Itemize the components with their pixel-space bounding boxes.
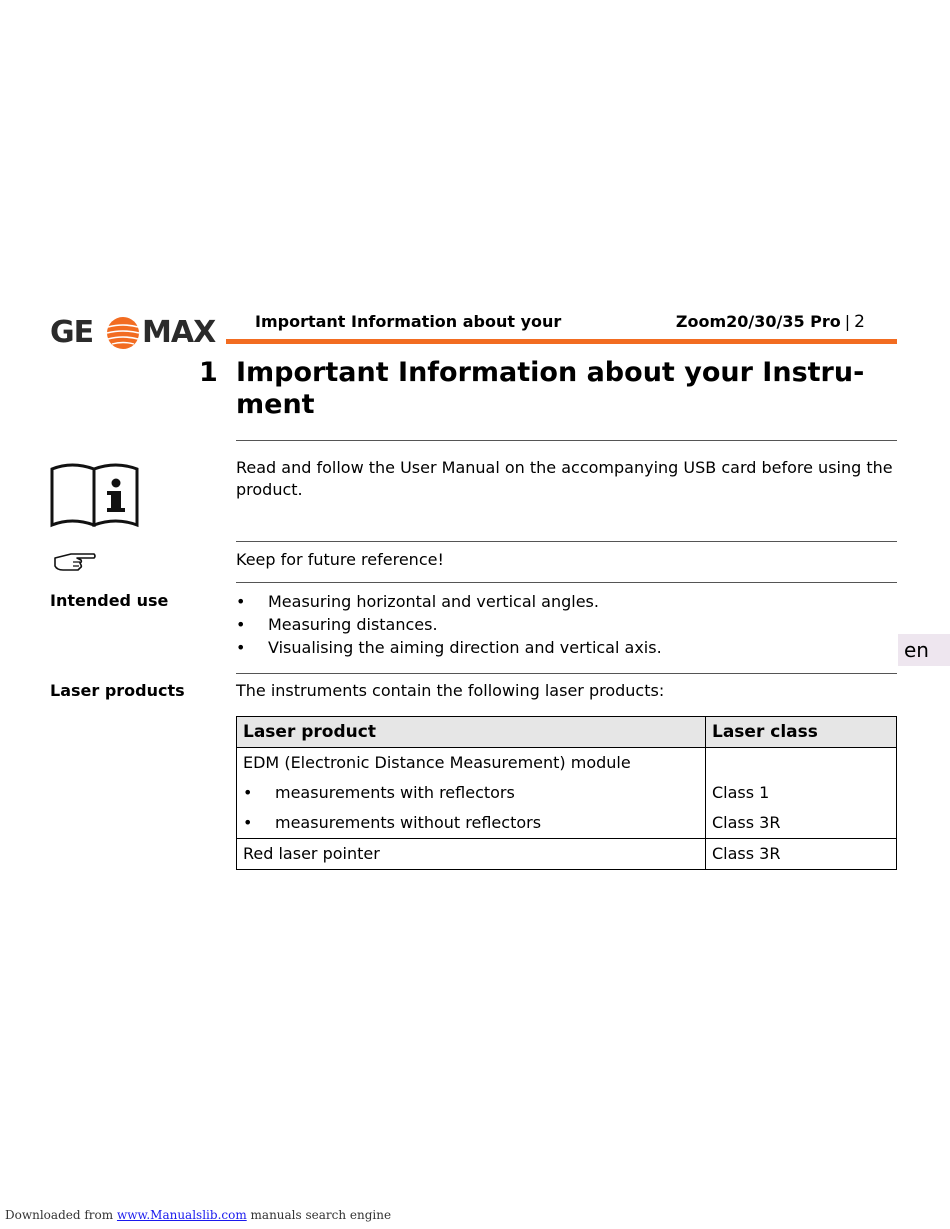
table-header-row bbox=[237, 717, 897, 748]
laser-products-intro: The instruments contain the following laser products: bbox=[236, 681, 665, 700]
intended-use-label: Intended use bbox=[50, 591, 169, 610]
table-cell: Class 3R bbox=[706, 839, 897, 870]
divider bbox=[236, 440, 897, 441]
cell-text: measurements with reflectors bbox=[275, 783, 515, 802]
product-name: Zoom20/30/35 Pro bbox=[675, 312, 841, 331]
page-number: 2 bbox=[854, 312, 865, 332]
chapter-title bbox=[236, 357, 896, 421]
table-row bbox=[237, 748, 897, 779]
manualslib-link[interactable]: www.Manualslib.com bbox=[116, 1208, 247, 1222]
footer-suffix: manuals search engine bbox=[250, 1208, 392, 1222]
bullet: • bbox=[243, 783, 253, 802]
divider bbox=[236, 673, 897, 674]
table-cell: EDM (Electronic Distance Measurement) module bbox=[237, 748, 706, 779]
logo-text-right: MAX bbox=[142, 315, 216, 350]
pointing-hand-icon bbox=[51, 550, 97, 572]
list-item: • Measuring horizontal and vertical angles. bbox=[236, 590, 897, 613]
divider bbox=[236, 541, 897, 542]
intended-use-list bbox=[236, 590, 897, 659]
table-cell bbox=[706, 748, 897, 779]
table-cell: Class 3R bbox=[706, 808, 897, 839]
cell-text: measurements without reflectors bbox=[275, 813, 542, 832]
chapter-title-line1: Important Information about your Instru- bbox=[236, 357, 865, 388]
table-cell bbox=[237, 808, 706, 839]
table-row bbox=[237, 778, 897, 808]
footer-prefix: Downloaded from bbox=[5, 1208, 114, 1222]
column-header: Laser product bbox=[237, 717, 706, 748]
chapter-title-line2: ment bbox=[236, 389, 315, 420]
laser-products-table bbox=[236, 716, 897, 870]
tip-text: Keep for future reference! bbox=[236, 550, 444, 569]
logo-text-left: GE bbox=[50, 315, 94, 350]
table-cell bbox=[237, 778, 706, 808]
list-item: • Visualising the aiming direction and vertical axis. bbox=[236, 636, 897, 659]
download-footer bbox=[5, 1208, 391, 1222]
globe-icon bbox=[105, 316, 141, 350]
manual-note-text: Read and follow the User Manual on the accompanying USB card before using the product. bbox=[236, 458, 893, 499]
column-header: Laser class bbox=[706, 717, 897, 748]
table-row bbox=[237, 839, 897, 870]
language-tab[interactable]: en bbox=[898, 634, 950, 666]
list-item: • Measuring distances. bbox=[236, 613, 897, 636]
bullet: • bbox=[243, 813, 253, 832]
divider bbox=[236, 582, 897, 583]
chapter-number: 1 bbox=[199, 357, 218, 388]
table-cell: Class 1 bbox=[706, 778, 897, 808]
table-cell: Red laser pointer bbox=[237, 839, 706, 870]
manual-info-icon bbox=[50, 463, 140, 529]
running-header-product bbox=[676, 312, 865, 332]
geomax-logo bbox=[50, 313, 216, 353]
table-row bbox=[237, 808, 897, 839]
laser-products-label: Laser products bbox=[50, 681, 185, 700]
header-separator: | bbox=[844, 312, 851, 331]
header-accent-rule bbox=[226, 339, 897, 344]
running-header-title: Important Information about your bbox=[255, 312, 562, 331]
